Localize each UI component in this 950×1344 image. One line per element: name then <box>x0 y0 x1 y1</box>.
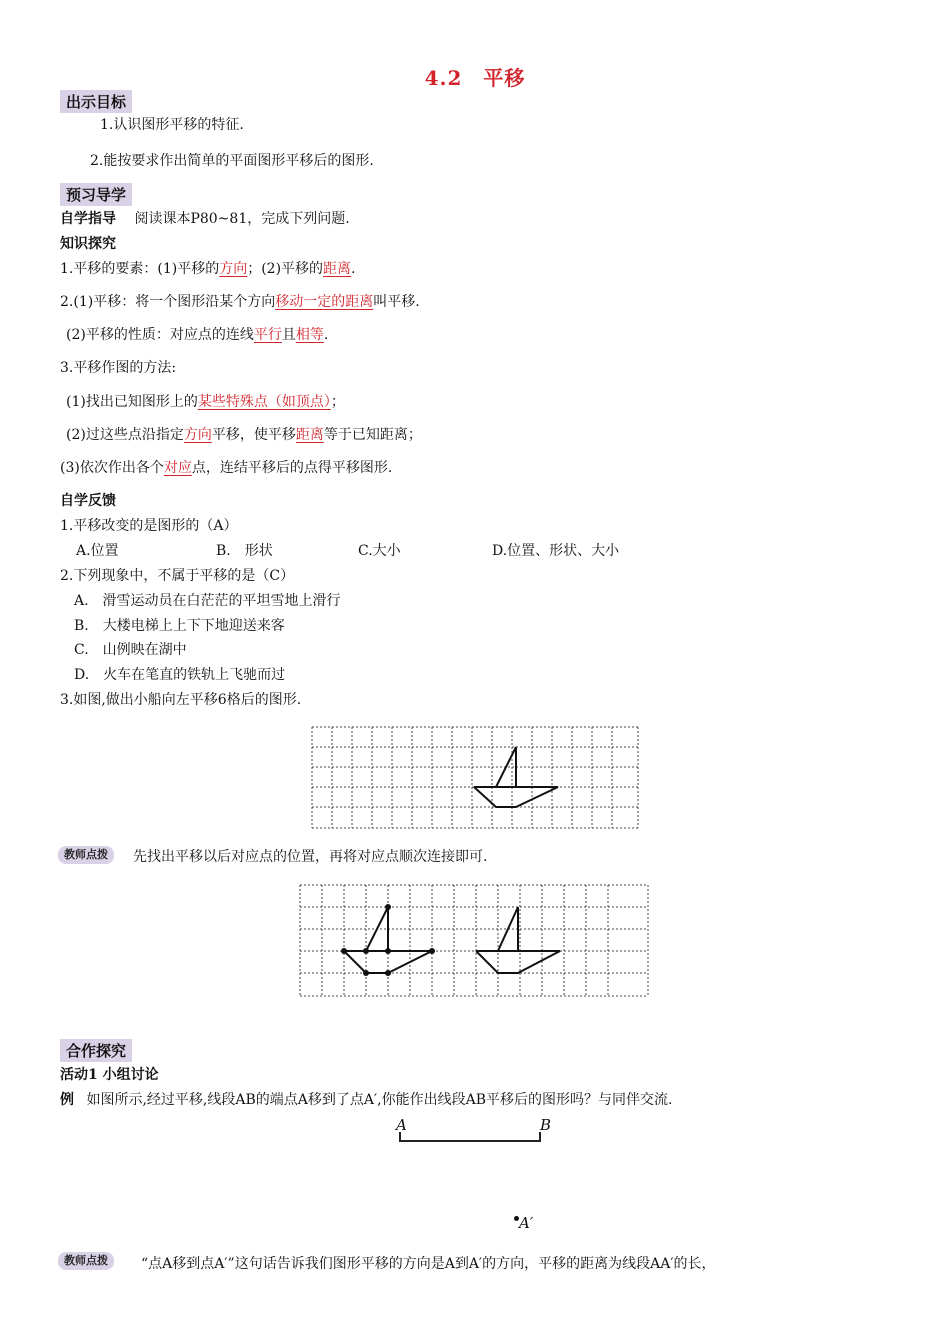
teacher-tip-text-2: “点A移到点A′”这句话告诉我们图形平移的方向是A到A′的方向，平移的距离为线段AA′的长， <box>141 1256 716 1272</box>
q2-option-d: D. 火车在笔直的铁轨上飞驰而过 <box>74 667 286 683</box>
text: 叫平移. <box>373 294 420 310</box>
teacher-tip-badge: 教师点拨 <box>58 1252 114 1270</box>
text: (2)平移的性质：对应点的连线 <box>66 327 254 343</box>
text: (3)依次作出各个 <box>60 460 164 476</box>
example-line <box>60 1091 672 1109</box>
answer-blank: 移动一定的距离 <box>275 294 374 310</box>
text: 1.平移的要素：(1)平移的 <box>60 261 220 277</box>
label-b: B <box>540 1116 552 1134</box>
boat-shape <box>474 747 558 807</box>
knowledge-item-3a <box>66 393 345 411</box>
example-text: 如图所示,经过平移,线段AB的端点A移到了点A′,你能作出线段AB平移后的图形吗？与同伴交流. <box>86 1092 673 1108</box>
answer-blank: 距离 <box>295 427 324 443</box>
example-label: 例 <box>60 1092 74 1108</box>
grid-figure-translated-boat <box>298 882 652 1000</box>
guide-label: 自学指导 <box>60 211 116 227</box>
goal-item: 2.能按要求作出简单的平面图形平移后的图形. <box>90 153 374 169</box>
answer-blank: 平行 <box>253 327 282 343</box>
answer-blank: 某些特殊点（如顶点） <box>197 394 331 410</box>
self-study-guide <box>60 210 350 228</box>
question-2: 2.下列现象中，不属于平移的是（C） <box>60 568 295 584</box>
label-a: A <box>396 1116 407 1134</box>
text: 等于已知距离； <box>323 427 422 443</box>
knowledge-item-2a <box>60 293 420 311</box>
knowledge-item-3: 3.平移作图的方法: <box>60 360 177 376</box>
guide-text: 阅读课本P80~81，完成下列问题. <box>134 211 350 227</box>
knowledge-item-2b <box>66 326 328 344</box>
answer-blank: 对应 <box>163 460 192 476</box>
answer-blank: 方向 <box>183 427 212 443</box>
q2-option-a: A. 滑雪运动员在白茫茫的平坦雪地上滑行 <box>74 593 341 609</box>
text: . <box>351 261 356 277</box>
text: 且 <box>281 327 296 343</box>
q1-option-c: C.大小 <box>358 543 401 559</box>
answer-blank: 相等 <box>295 327 324 343</box>
section-badge-coop: 合作探究 <box>60 1039 132 1062</box>
q2-option-c: C. 山例映在湖中 <box>74 642 187 658</box>
original-boat-shape <box>476 907 560 973</box>
question-3: 3.如图,做出小船向左平移6格后的图形. <box>60 692 302 708</box>
text: 平移，使平移 <box>211 427 296 443</box>
goal-item: 1.认识图形平移的特征. <box>100 117 244 133</box>
text: (1)找出已知图形上的 <box>66 394 198 410</box>
text: ； <box>330 394 345 410</box>
answer-blank: 方向 <box>219 261 248 277</box>
teacher-tip-text: 先找出平移以后对应点的位置，再将对应点顺次连接即可. <box>133 849 488 865</box>
q1-option-d: D.位置、形状、大小 <box>492 543 620 559</box>
grid-lines <box>300 885 648 996</box>
label-a-prime: A′ <box>519 1214 534 1232</box>
q1-option-b: B. 形状 <box>216 543 273 559</box>
grid-lines <box>312 727 638 828</box>
translated-boat-shape <box>344 907 432 973</box>
knowledge-heading: 知识探究 <box>60 236 116 252</box>
q1-option-a: A.位置 <box>76 543 119 559</box>
page-title: 4.2 平移 <box>424 66 526 90</box>
text: ；(2)平移的 <box>247 261 324 277</box>
text: 点，连结平移后的点得平移图形. <box>191 460 393 476</box>
segment-ab-figure <box>390 1118 560 1148</box>
text: 2.(1)平移：将一个图形沿某个方向 <box>60 294 276 310</box>
segment-ab <box>400 1132 540 1141</box>
text: . <box>323 327 329 343</box>
knowledge-item-3b <box>66 426 422 444</box>
question-1: 1.平移改变的是图形的（A） <box>60 518 238 534</box>
teacher-tip-badge: 教师点拨 <box>58 846 114 864</box>
section-badge-goals: 出示目标 <box>60 90 132 113</box>
knowledge-item-3c <box>60 459 392 477</box>
section-badge-preview: 预习导学 <box>60 183 132 206</box>
knowledge-item-1 <box>60 260 356 278</box>
text: (2)过这些点沿指定 <box>66 427 184 443</box>
feedback-heading: 自学反馈 <box>60 493 116 509</box>
grid-figure-boat <box>310 725 640 831</box>
activity-heading: 活动1 小组讨论 <box>60 1067 159 1083</box>
q2-option-b: B. 大楼电梯上上下下地迎送来客 <box>74 618 285 634</box>
answer-blank: 距离 <box>323 261 352 277</box>
